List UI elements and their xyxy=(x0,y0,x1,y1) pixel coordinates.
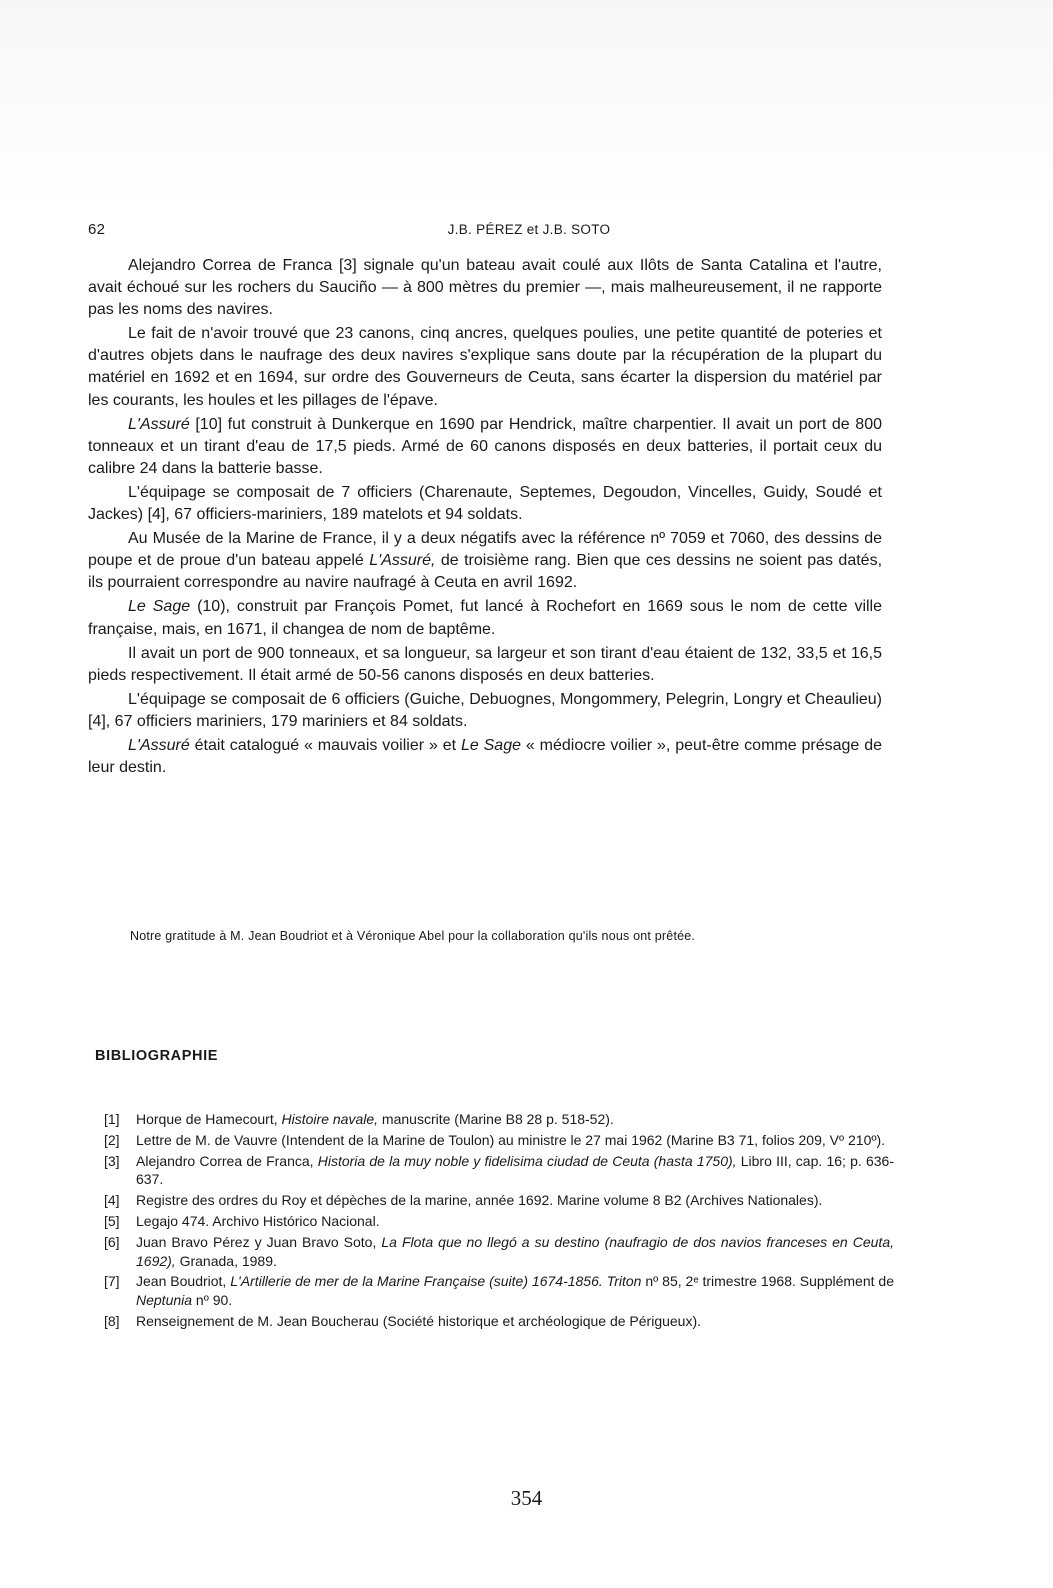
paragraph-7: Il avait un port de 900 tonneaux, et sa longueur, sa largeur et son tirant d'eau étaient de 132, 33,5 et 16,5 pieds respectivement. Il était armé de 50-56 canons disposés en deux batteries. xyxy=(88,644,882,684)
article-body xyxy=(88,255,882,781)
header-authors: J.B. PÉREZ et J.B. SOTO xyxy=(447,222,611,237)
ship-name-assure: L'Assuré, xyxy=(369,552,436,570)
header-page-number: 62 xyxy=(88,221,106,238)
scan-background-haze xyxy=(0,0,1053,210)
bibliography-list xyxy=(104,1110,894,1333)
paragraph-1: Alejandro Correa de Franca [3] signale qu'un bateau avait coulé aux Ilôts de Santa Catalina et l'autre, avait échoué sur les rochers du Sauciño — à 800 mètres du premier —, mais malheureusement, il ne rapporte pas les noms des navires. xyxy=(88,257,882,319)
bibliography-entry: [2] Lettre de M. de Vauvre (Intendent de la Marine de Toulon) au ministre le 27 mai 1962 (Marine B3 71, folios 209, Vº 210º). xyxy=(104,1131,886,1148)
acknowledgement-note: Notre gratitude à M. Jean Boudriot et à Véronique Abel pour la collaboration qu'ils nous ont prêtée. xyxy=(130,929,696,943)
footer-page-number: 354 xyxy=(510,1486,543,1510)
paragraph-9: L'Assuré était catalogué « mauvais voilier » et Le Sage « médiocre voilier », peut-être comme présage de leur destin. xyxy=(88,736,883,777)
ship-name-sage: Le Sage xyxy=(460,736,521,754)
bibliography-entry: [4] Registre des ordres du Roy et dépèches de la marine, année 1692. Marine volume 8 B2 (Archives Nationales). xyxy=(104,1192,823,1209)
paragraph-2: Le fait de n'avoir trouvé que 23 canons, cinq ancres, quelques poulies, une petite quantité de poteries et d'autres objets dans le naufrage des deux navires s'explique sans doute par la récupération de la plupart du matériel en 1692 et en 1694, sur ordre des Gouverneurs de Ceuta, sans écarter la dispersion du matériel par les courants, les houles et les pillages de l'épave. xyxy=(88,325,882,409)
paragraph-3: L'Assuré [10] fut construit à Dunkerque en 1690 par Hendrick, maître charpentier. Il avait un port de 800 tonneaux et un tirant d'eau de 17,5 pieds. Armé de 60 canons disposés en deux batteries, il portait ceux du calibre 24 dans la batterie basse. xyxy=(88,415,882,477)
bibliography-heading: BIBLIOGRAPHIE xyxy=(95,1048,218,1064)
bibliography-entry: [5] Legajo 474. Archivo Histórico Nacional. xyxy=(104,1212,380,1229)
ship-name-sage: Le Sage xyxy=(128,598,191,616)
bibliography-entry: [7] Jean Boudriot, L'Artillerie de mer de la Marine Française (suite) 1674-1856. Triton nº 85, 2ᵉ trimestre 1968. Supplément de Neptunia nº 90. xyxy=(104,1273,894,1309)
bibliography-entry: [8] Renseignement de M. Jean Boucherau (Société historique et archéologique de Périgueux). xyxy=(104,1312,702,1329)
paragraph-6: Le Sage (10), construit par François Pomet, fut lancé à Rochefort en 1669 sous le nom de cette ville française, mais, en 1671, il changea de nom de baptême. xyxy=(88,598,883,638)
bibliography-entry: [3] Alejandro Correa de Franca, Historia de la muy noble y fidelisima ciudad de Ceuta (hasta 1750), Libro III, cap. 16; p. 636-637. xyxy=(104,1152,894,1188)
ship-name-assure: L'Assuré xyxy=(128,415,190,433)
running-header xyxy=(88,221,970,243)
bibliography-entry: [1] Horque de Hamecourt, Histoire navale, manuscrite (Marine B8 28 p. 518-52). xyxy=(104,1111,614,1127)
paragraph-4: L'équipage se composait de 7 officiers (Charenaute, Septemes, Degoudon, Vincelles, Guidy, Soudé et Jackes) [4], 67 officiers-mariniers, 189 matelots et 94 soldats. xyxy=(88,483,882,524)
paragraph-5: Au Musée de la Marine de France, il y a deux négatifs avec la référence nº 7059 et 7060, des dessins de poupe et de proue d'un bateau appelé L'Assuré, de troisième rang. Bien que ces dessins ne soient pas datés, ils pourraient correspondre au navire naufragé à Ceuta en avril 1692. xyxy=(88,530,883,592)
paragraph-8: L'équipage se composait de 6 officiers (Guiche, Debuognes, Mongommery, Pelegrin, Longry et Cheaulieu) [4], 67 officiers mariniers, 179 mariniers et 84 soldats. xyxy=(88,690,882,730)
ship-name-assure: L'Assuré xyxy=(128,736,190,754)
bibliography-entry: [6] Juan Bravo Pérez y Juan Bravo Soto, La Flota que no llegó a su destino (naufragio de dos navios franceses en Ceuta, 1692), Granada, 1989. xyxy=(104,1233,894,1269)
